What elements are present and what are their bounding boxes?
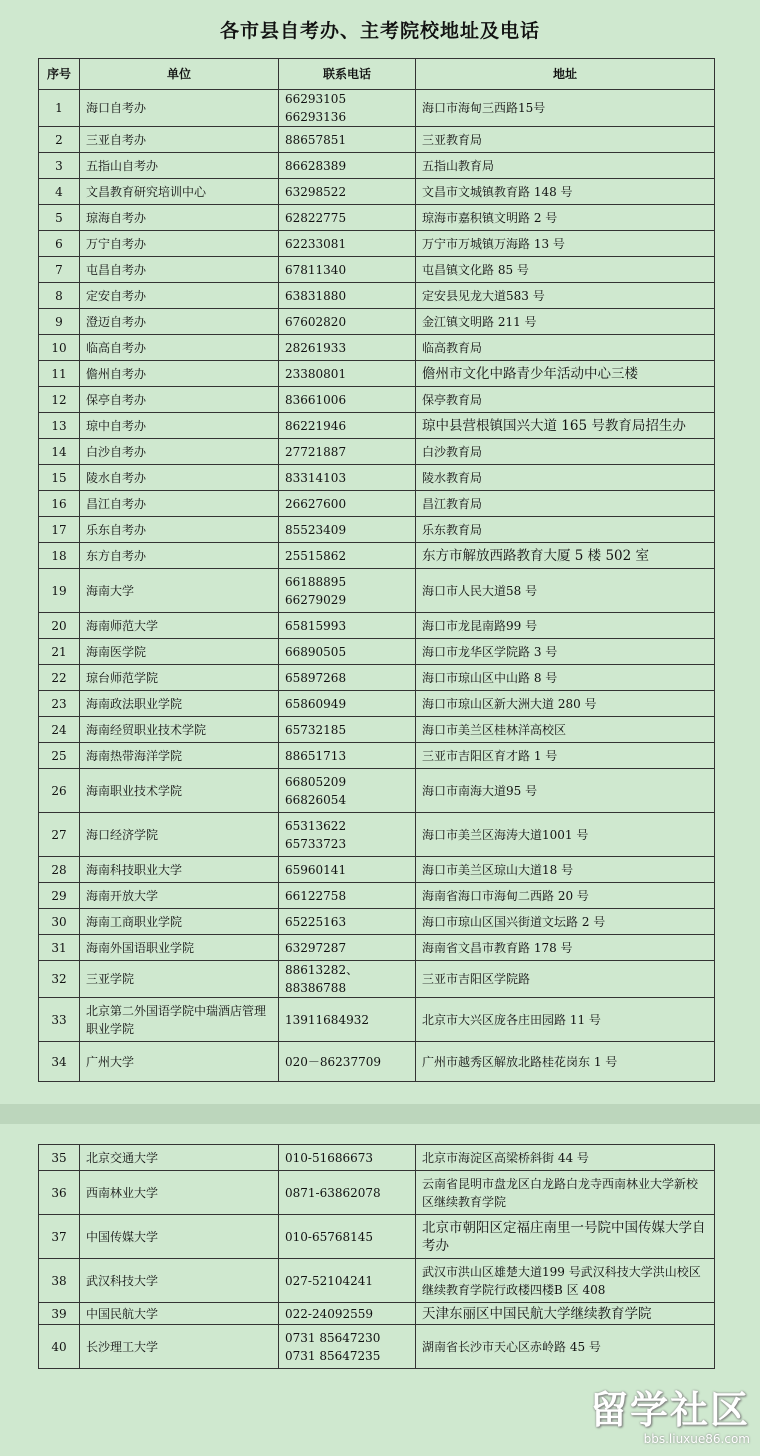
cell-address: 海口市琼山区国兴街道文坛路 2 号 bbox=[416, 909, 715, 935]
cell-phone bbox=[279, 413, 416, 439]
table-row bbox=[39, 1215, 715, 1259]
phone-number: 65732185 bbox=[285, 722, 347, 737]
cell-unit: 海南医学院 bbox=[80, 639, 279, 665]
contact-table-lower bbox=[38, 1144, 715, 1369]
header-unit: 单位 bbox=[80, 59, 279, 90]
phone-number: 66826054 bbox=[285, 792, 347, 807]
cell-unit: 海南热带海洋学院 bbox=[80, 743, 279, 769]
table-row bbox=[39, 743, 715, 769]
watermark-text: 留学社区 bbox=[589, 1388, 750, 1432]
cell-no: 16 bbox=[39, 491, 80, 517]
cell-no: 37 bbox=[39, 1215, 80, 1259]
phone-number: 65313622 bbox=[285, 818, 347, 833]
cell-no: 27 bbox=[39, 813, 80, 857]
cell-phone bbox=[279, 691, 416, 717]
cell-address: 陵水教育局 bbox=[416, 465, 715, 491]
table-row bbox=[39, 127, 715, 153]
cell-no: 30 bbox=[39, 909, 80, 935]
cell-no: 15 bbox=[39, 465, 80, 491]
phone-number: 83314103 bbox=[285, 470, 347, 485]
cell-address: 文昌市文城镇教育路 148 号 bbox=[416, 179, 715, 205]
cell-address: 定安县见龙大道583 号 bbox=[416, 283, 715, 309]
table-row bbox=[39, 517, 715, 543]
table-row bbox=[39, 909, 715, 935]
table-row bbox=[39, 1259, 715, 1303]
cell-phone bbox=[279, 1325, 416, 1369]
cell-address: 海口市人民大道58 号 bbox=[416, 569, 715, 613]
phone-number: 62233081 bbox=[285, 236, 347, 251]
cell-no: 2 bbox=[39, 127, 80, 153]
cell-unit: 海南外国语职业学院 bbox=[80, 935, 279, 961]
table-row bbox=[39, 361, 715, 387]
cell-address: 广州市越秀区解放北路桂花岗东 1 号 bbox=[416, 1042, 715, 1082]
cell-no: 26 bbox=[39, 769, 80, 813]
cell-unit: 陵水自考办 bbox=[80, 465, 279, 491]
cell-phone bbox=[279, 857, 416, 883]
cell-unit: 海南开放大学 bbox=[80, 883, 279, 909]
cell-phone bbox=[279, 769, 416, 813]
cell-no: 5 bbox=[39, 205, 80, 231]
cell-address: 三亚市吉阳区育才路 1 号 bbox=[416, 743, 715, 769]
phone-number: 63298522 bbox=[285, 184, 347, 199]
cell-unit: 东方自考办 bbox=[80, 543, 279, 569]
cell-unit: 海南经贸职业技术学院 bbox=[80, 717, 279, 743]
table-row bbox=[39, 413, 715, 439]
cell-unit: 屯昌自考办 bbox=[80, 257, 279, 283]
cell-unit: 北京第二外国语学院中瑞酒店管理职业学院 bbox=[80, 998, 279, 1042]
cell-phone bbox=[279, 909, 416, 935]
cell-no: 3 bbox=[39, 153, 80, 179]
cell-unit: 海南职业技术学院 bbox=[80, 769, 279, 813]
cell-phone bbox=[279, 639, 416, 665]
cell-no: 38 bbox=[39, 1259, 80, 1303]
section-divider bbox=[0, 1104, 760, 1124]
cell-no: 21 bbox=[39, 639, 80, 665]
cell-unit: 澄迈自考办 bbox=[80, 309, 279, 335]
cell-unit: 昌江自考办 bbox=[80, 491, 279, 517]
cell-no: 12 bbox=[39, 387, 80, 413]
cell-phone bbox=[279, 361, 416, 387]
cell-address: 三亚市吉阳区学院路 bbox=[416, 961, 715, 998]
cell-address: 东方市解放西路教育大厦 5 楼 502 室 bbox=[416, 543, 715, 569]
cell-address: 海口市海甸三西路15号 bbox=[416, 90, 715, 127]
cell-address: 海口市南海大道95 号 bbox=[416, 769, 715, 813]
phone-number: 010-65768145 bbox=[285, 1229, 374, 1244]
table-row bbox=[39, 231, 715, 257]
cell-phone bbox=[279, 205, 416, 231]
cell-unit: 保亭自考办 bbox=[80, 387, 279, 413]
cell-unit: 中国民航大学 bbox=[80, 1303, 279, 1325]
cell-address: 云南省昆明市盘龙区白龙路白龙寺西南林业大学新校区继续教育学院 bbox=[416, 1171, 715, 1215]
table-row bbox=[39, 283, 715, 309]
table-row bbox=[39, 153, 715, 179]
cell-unit: 中国传媒大学 bbox=[80, 1215, 279, 1259]
cell-phone bbox=[279, 90, 416, 127]
cell-address: 武汉市洪山区雄楚大道199 号武汉科技大学洪山校区继续教育学院行政楼四楼B 区 408 bbox=[416, 1259, 715, 1303]
table-row bbox=[39, 613, 715, 639]
table-row bbox=[39, 691, 715, 717]
table-row bbox=[39, 387, 715, 413]
table-row bbox=[39, 465, 715, 491]
cell-phone bbox=[279, 935, 416, 961]
header-address: 地址 bbox=[416, 59, 715, 90]
phone-number: 67602820 bbox=[285, 314, 347, 329]
table-row bbox=[39, 717, 715, 743]
phone-number: 022-24092559 bbox=[285, 1306, 374, 1321]
cell-address: 湖南省长沙市天心区赤岭路 45 号 bbox=[416, 1325, 715, 1369]
cell-unit: 长沙理工大学 bbox=[80, 1325, 279, 1369]
cell-unit: 琼台师范学院 bbox=[80, 665, 279, 691]
phone-number: 23380801 bbox=[285, 366, 347, 381]
cell-address: 海口市龙昆南路99 号 bbox=[416, 613, 715, 639]
phone-number: 66122758 bbox=[285, 888, 347, 903]
cell-address: 北京市海淀区高梁桥斜街 44 号 bbox=[416, 1145, 715, 1171]
phone-number: 010-51686673 bbox=[285, 1150, 374, 1165]
phone-number: 88657851 bbox=[285, 132, 347, 147]
table-row bbox=[39, 935, 715, 961]
cell-phone bbox=[279, 813, 416, 857]
table-row bbox=[39, 309, 715, 335]
table-row bbox=[39, 205, 715, 231]
cell-address: 海南省海口市海甸二西路 20 号 bbox=[416, 883, 715, 909]
table-row bbox=[39, 543, 715, 569]
cell-unit: 白沙自考办 bbox=[80, 439, 279, 465]
cell-unit: 海南政法职业学院 bbox=[80, 691, 279, 717]
cell-no: 32 bbox=[39, 961, 80, 998]
table-row bbox=[39, 961, 715, 998]
cell-address: 海口市美兰区海涛大道1001 号 bbox=[416, 813, 715, 857]
phone-number: 65225163 bbox=[285, 914, 347, 929]
cell-no: 22 bbox=[39, 665, 80, 691]
phone-number: 020－86237709 bbox=[285, 1054, 381, 1069]
cell-unit: 三亚学院 bbox=[80, 961, 279, 998]
table-body-lower bbox=[39, 1145, 715, 1369]
watermark-url: bbs.liuxue86.com bbox=[643, 1432, 750, 1446]
contact-table-upper bbox=[38, 58, 715, 1082]
cell-no: 36 bbox=[39, 1171, 80, 1215]
cell-phone bbox=[279, 569, 416, 613]
cell-address: 万宁市万城镇万海路 13 号 bbox=[416, 231, 715, 257]
cell-phone bbox=[279, 491, 416, 517]
cell-address: 北京市大兴区庞各庄田园路 11 号 bbox=[416, 998, 715, 1042]
cell-unit: 琼海自考办 bbox=[80, 205, 279, 231]
table-row bbox=[39, 257, 715, 283]
cell-unit: 文昌教育研究培训中心 bbox=[80, 179, 279, 205]
phone-number: 28261933 bbox=[285, 340, 347, 355]
phone-number: 13911684932 bbox=[285, 1012, 369, 1027]
phone-number: 63831880 bbox=[285, 288, 347, 303]
cell-unit: 北京交通大学 bbox=[80, 1145, 279, 1171]
table-row bbox=[39, 1303, 715, 1325]
cell-phone bbox=[279, 387, 416, 413]
phone-number: 65815993 bbox=[285, 618, 347, 633]
cell-phone bbox=[279, 1042, 416, 1082]
cell-unit: 万宁自考办 bbox=[80, 231, 279, 257]
cell-unit: 西南林业大学 bbox=[80, 1171, 279, 1215]
cell-address: 白沙教育局 bbox=[416, 439, 715, 465]
cell-no: 39 bbox=[39, 1303, 80, 1325]
cell-no: 14 bbox=[39, 439, 80, 465]
cell-address: 海口市美兰区琼山大道18 号 bbox=[416, 857, 715, 883]
table-row bbox=[39, 1171, 715, 1215]
cell-no: 11 bbox=[39, 361, 80, 387]
phone-number: 62822775 bbox=[285, 210, 347, 225]
cell-phone bbox=[279, 961, 416, 998]
cell-unit: 琼中自考办 bbox=[80, 413, 279, 439]
cell-no: 19 bbox=[39, 569, 80, 613]
phone-number: 67811340 bbox=[285, 262, 347, 277]
cell-phone bbox=[279, 1259, 416, 1303]
phone-number: 85523409 bbox=[285, 522, 347, 537]
cell-phone bbox=[279, 543, 416, 569]
table-row bbox=[39, 813, 715, 857]
cell-phone bbox=[279, 127, 416, 153]
cell-no: 20 bbox=[39, 613, 80, 639]
cell-no: 35 bbox=[39, 1145, 80, 1171]
cell-no: 8 bbox=[39, 283, 80, 309]
table-row bbox=[39, 769, 715, 813]
cell-phone bbox=[279, 1145, 416, 1171]
header-phone: 联系电话 bbox=[279, 59, 416, 90]
cell-phone bbox=[279, 153, 416, 179]
cell-phone bbox=[279, 283, 416, 309]
phone-number: 88651713 bbox=[285, 748, 347, 763]
phone-number: 65860949 bbox=[285, 696, 347, 711]
table-row bbox=[39, 335, 715, 361]
cell-no: 25 bbox=[39, 743, 80, 769]
cell-address: 海口市琼山区中山路 8 号 bbox=[416, 665, 715, 691]
table-row bbox=[39, 90, 715, 127]
cell-phone bbox=[279, 717, 416, 743]
cell-no: 1 bbox=[39, 90, 80, 127]
table-row bbox=[39, 179, 715, 205]
cell-address: 屯昌镇文化路 85 号 bbox=[416, 257, 715, 283]
cell-no: 29 bbox=[39, 883, 80, 909]
cell-phone bbox=[279, 1303, 416, 1325]
cell-unit: 海南科技职业大学 bbox=[80, 857, 279, 883]
cell-no: 18 bbox=[39, 543, 80, 569]
cell-address: 琼中县营根镇国兴大道 165 号教育局招生办 bbox=[416, 413, 715, 439]
cell-address: 昌江教育局 bbox=[416, 491, 715, 517]
cell-address: 天津东丽区中国民航大学继续教育学院 bbox=[416, 1303, 715, 1325]
cell-phone bbox=[279, 257, 416, 283]
cell-no: 33 bbox=[39, 998, 80, 1042]
cell-phone bbox=[279, 335, 416, 361]
cell-address: 金江镇文明路 211 号 bbox=[416, 309, 715, 335]
cell-unit: 定安自考办 bbox=[80, 283, 279, 309]
phone-number: 66890505 bbox=[285, 644, 347, 659]
cell-address: 五指山教育局 bbox=[416, 153, 715, 179]
cell-address: 海口市琼山区新大洲大道 280 号 bbox=[416, 691, 715, 717]
table-row bbox=[39, 665, 715, 691]
cell-phone bbox=[279, 465, 416, 491]
table-row bbox=[39, 569, 715, 613]
table-row bbox=[39, 491, 715, 517]
cell-phone bbox=[279, 665, 416, 691]
cell-phone bbox=[279, 1171, 416, 1215]
cell-unit: 海南大学 bbox=[80, 569, 279, 613]
cell-no: 23 bbox=[39, 691, 80, 717]
phone-number: 86628389 bbox=[285, 158, 347, 173]
table-row bbox=[39, 883, 715, 909]
cell-unit: 儋州自考办 bbox=[80, 361, 279, 387]
page-title: 各市县自考办、主考院校地址及电话 bbox=[219, 20, 540, 42]
cell-phone bbox=[279, 517, 416, 543]
cell-phone bbox=[279, 613, 416, 639]
phone-number: 83661006 bbox=[285, 392, 347, 407]
phone-number: 65960141 bbox=[285, 862, 347, 877]
cell-no: 9 bbox=[39, 309, 80, 335]
cell-address: 海口市龙华区学院路 3 号 bbox=[416, 639, 715, 665]
table-row bbox=[39, 998, 715, 1042]
cell-unit: 海口自考办 bbox=[80, 90, 279, 127]
cell-unit: 广州大学 bbox=[80, 1042, 279, 1082]
cell-address: 三亚教育局 bbox=[416, 127, 715, 153]
phone-number: 27721887 bbox=[285, 444, 347, 459]
cell-phone bbox=[279, 883, 416, 909]
cell-address: 保亭教育局 bbox=[416, 387, 715, 413]
cell-no: 24 bbox=[39, 717, 80, 743]
table-body-upper bbox=[39, 90, 715, 1082]
cell-unit: 海口经济学院 bbox=[80, 813, 279, 857]
cell-address: 海口市美兰区桂林洋高校区 bbox=[416, 717, 715, 743]
cell-phone bbox=[279, 439, 416, 465]
phone-number: 26627600 bbox=[285, 496, 347, 511]
header-no: 序号 bbox=[39, 59, 80, 90]
cell-no: 17 bbox=[39, 517, 80, 543]
cell-unit: 海南工商职业学院 bbox=[80, 909, 279, 935]
cell-unit: 乐东自考办 bbox=[80, 517, 279, 543]
cell-address: 海南省文昌市教育路 178 号 bbox=[416, 935, 715, 961]
cell-phone bbox=[279, 743, 416, 769]
phone-number: 88613282、88386788 bbox=[285, 963, 359, 995]
cell-no: 13 bbox=[39, 413, 80, 439]
cell-phone bbox=[279, 231, 416, 257]
cell-phone bbox=[279, 1215, 416, 1259]
phone-number: 027-52104241 bbox=[285, 1273, 374, 1288]
cell-phone bbox=[279, 179, 416, 205]
table-row bbox=[39, 857, 715, 883]
phone-number: 25515862 bbox=[285, 548, 347, 563]
cell-no: 4 bbox=[39, 179, 80, 205]
table-row bbox=[39, 1325, 715, 1369]
phone-number: 0731 85647230 bbox=[285, 1330, 381, 1345]
phone-number: 0731 85647235 bbox=[285, 1348, 381, 1363]
table-row bbox=[39, 439, 715, 465]
cell-unit: 临高自考办 bbox=[80, 335, 279, 361]
table-row bbox=[39, 639, 715, 665]
cell-address: 儋州市文化中路青少年活动中心三楼 bbox=[416, 361, 715, 387]
table-row bbox=[39, 1042, 715, 1082]
cell-no: 34 bbox=[39, 1042, 80, 1082]
cell-no: 7 bbox=[39, 257, 80, 283]
cell-address: 乐东教育局 bbox=[416, 517, 715, 543]
cell-unit: 武汉科技大学 bbox=[80, 1259, 279, 1303]
cell-no: 10 bbox=[39, 335, 80, 361]
phone-number: 66293105 bbox=[285, 92, 347, 106]
cell-address: 临高教育局 bbox=[416, 335, 715, 361]
cell-no: 31 bbox=[39, 935, 80, 961]
cell-address: 北京市朝阳区定福庄南里一号院中国传媒大学自考办 bbox=[416, 1215, 715, 1259]
cell-no: 40 bbox=[39, 1325, 80, 1369]
phone-number: 66293136 bbox=[285, 110, 347, 124]
cell-unit: 海南师范大学 bbox=[80, 613, 279, 639]
site-watermark-logo bbox=[582, 1388, 750, 1450]
phone-number: 66805209 bbox=[285, 774, 347, 789]
phone-number: 0871-63862078 bbox=[285, 1185, 381, 1200]
cell-address: 琼海市嘉积镇文明路 2 号 bbox=[416, 205, 715, 231]
phone-number: 66279029 bbox=[285, 592, 347, 607]
cell-unit: 五指山自考办 bbox=[80, 153, 279, 179]
cell-no: 6 bbox=[39, 231, 80, 257]
cell-unit: 三亚自考办 bbox=[80, 127, 279, 153]
table-row bbox=[39, 1145, 715, 1171]
cell-phone bbox=[279, 309, 416, 335]
phone-number: 65733723 bbox=[285, 836, 347, 851]
table-header-row bbox=[39, 59, 715, 90]
phone-number: 66188895 bbox=[285, 574, 347, 589]
phone-number: 86221946 bbox=[285, 418, 347, 433]
phone-number: 63297287 bbox=[285, 940, 347, 955]
cell-no: 28 bbox=[39, 857, 80, 883]
phone-number: 65897268 bbox=[285, 670, 347, 685]
cell-phone bbox=[279, 998, 416, 1042]
